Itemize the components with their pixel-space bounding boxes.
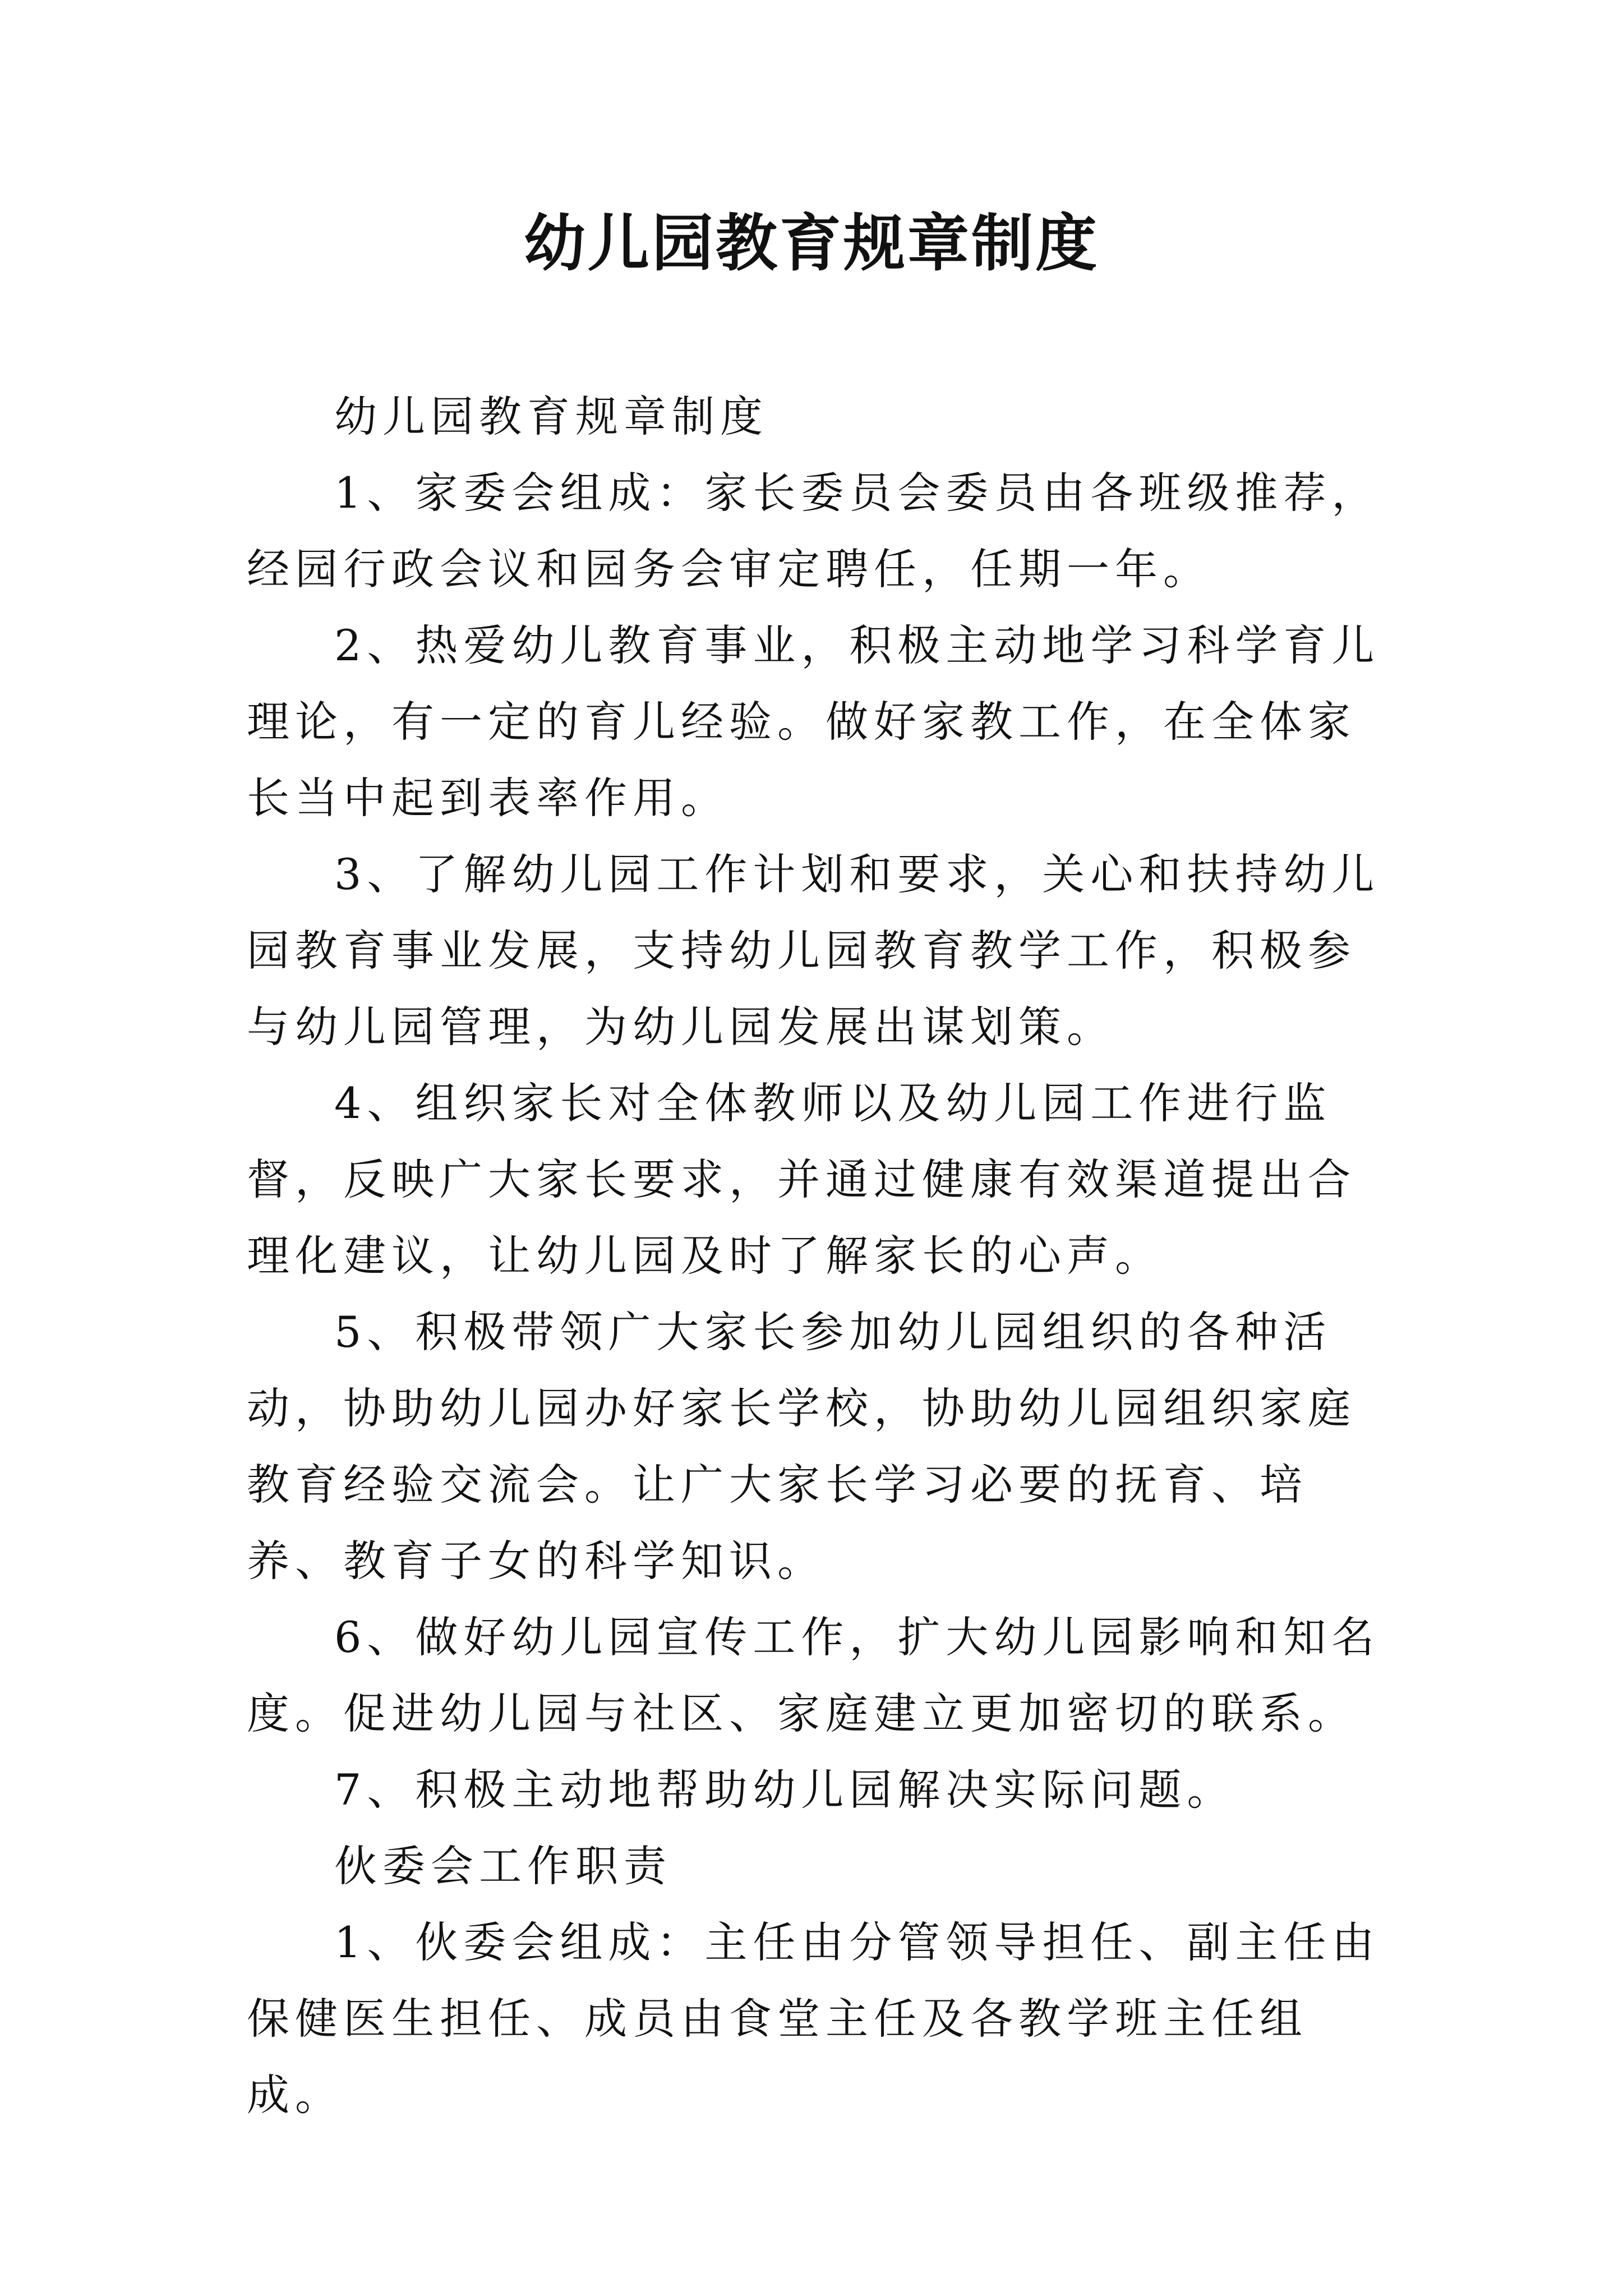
section-heading: 伙委会工作职责	[334, 1841, 672, 1891]
document-title: 幼儿园教育规章制度	[524, 207, 1099, 279]
paragraph: 6、做好幼儿园宣传工作，扩大幼儿园影响和知名度。促进幼儿园与社区、家庭建立更加密切的联系。	[247, 1612, 1380, 1738]
section-heading: 幼儿园教育规章制度	[334, 392, 768, 441]
paragraph: 7、积极主动地帮助幼儿园解决实际问题。	[334, 1765, 1235, 1815]
paragraph: 1、家委会组成：家长委员会委员由各班级推荐，经园行政会议和园务会审定聘任，任期一年。	[247, 468, 1380, 594]
document-body	[247, 379, 1396, 2133]
paragraph: 1、伙委会组成：主任由分管领导担任、副主任由保健医生担任、成员由食堂主任及各教学班主任组成。	[247, 1917, 1380, 2120]
paragraph: 5、积极带领广大家长参加幼儿园组织的各种活动，协助幼儿园办好家长学校，协助幼儿园组织家庭教育经验交流会。让广大家长学习必要的抚育、培养、教育子女的科学知识。	[247, 1307, 1356, 1586]
paragraph: 4、组织家长对全体教师以及幼儿园工作进行监督，反映广大家长要求，并通过健康有效渠道提出合理化建议，让幼儿园及时了解家长的心声。	[247, 1078, 1356, 1281]
paragraph: 3、了解幼儿园工作计划和要求，关心和扶持幼儿园教育事业发展，支持幼儿园教育教学工作，积极参与幼儿园管理，为幼儿园发展出谋划策。	[247, 849, 1380, 1052]
paragraph: 2、热爱幼儿教育事业，积极主动地学习科学育儿理论，有一定的育儿经验。做好家教工作，在全体家长当中起到表率作用。	[247, 620, 1380, 823]
